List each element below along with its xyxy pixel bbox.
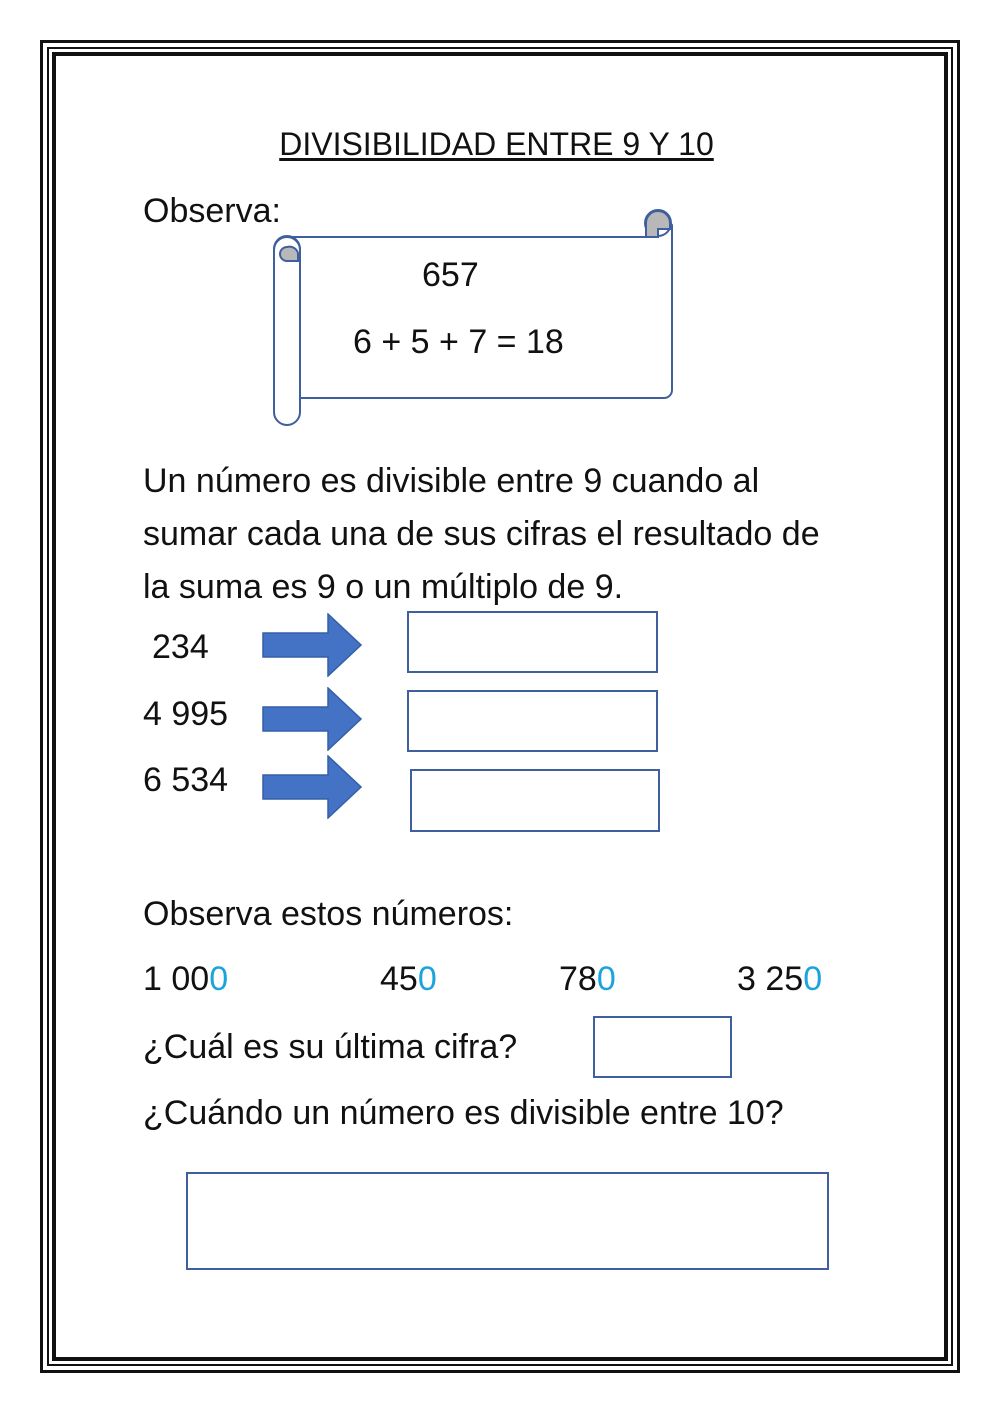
- scroll-banner: [268, 205, 680, 430]
- exercise-number-2: 4 995: [143, 695, 229, 733]
- last-digit: 0: [209, 960, 229, 998]
- last-digit: 0: [417, 960, 437, 998]
- arrow-right-icon: [262, 687, 362, 751]
- last-digit: 0: [803, 960, 823, 998]
- page-title: DIVISIBILIDAD ENTRE 9 Y 10: [279, 126, 714, 162]
- exercise-number-1: 234: [152, 628, 209, 666]
- number-item: 3 250: [737, 960, 823, 998]
- divisible-10-answer-box[interactable]: [186, 1172, 829, 1270]
- number-item: 450: [380, 960, 437, 998]
- question-last-digit: ¿Cuál es su última cifra?: [143, 1028, 518, 1066]
- answer-box-1[interactable]: [407, 611, 658, 673]
- exercise-number-3: 6 534: [143, 761, 229, 799]
- answer-box-3[interactable]: [410, 769, 660, 832]
- scroll-sum: 6 + 5 + 7 = 18: [353, 323, 564, 361]
- answer-box-2[interactable]: [407, 690, 658, 752]
- question-divisible-10: ¿Cuándo un número es divisible entre 10?: [143, 1094, 784, 1132]
- number-item: 1 000: [143, 960, 229, 998]
- last-digit-answer-box[interactable]: [593, 1016, 732, 1078]
- number-item: 780: [559, 960, 616, 998]
- last-digit: 0: [596, 960, 616, 998]
- arrow-right-icon: [262, 755, 362, 819]
- observe-label: Observa:: [143, 192, 281, 230]
- observe-numbers-label: Observa estos números:: [143, 895, 514, 933]
- rule-paragraph: Un número es divisible entre 9 cuando al sumar cada una de sus cifras el resultado de la suma es 9 o un múltiplo de 9.: [143, 462, 820, 606]
- arrow-right-icon: [262, 613, 362, 677]
- scroll-number: 657: [422, 256, 479, 294]
